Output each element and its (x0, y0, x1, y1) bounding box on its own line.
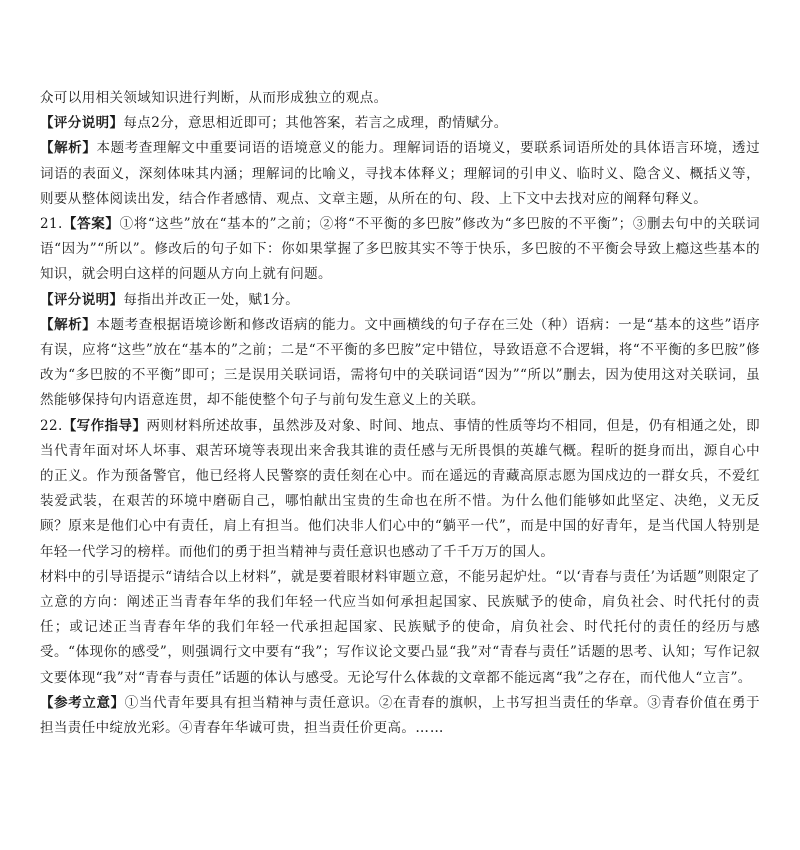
scoring-text: 每点2分，意思相近即可；其他答案，若言之成理，酌情赋分。 (123, 115, 508, 132)
continuation-text (40, 86, 760, 111)
q21-scoring-note (40, 288, 760, 313)
question-number: 22. (40, 417, 63, 434)
analysis-tag: 【解析】 (40, 316, 97, 333)
q21-analysis (40, 313, 760, 414)
q22-reference-theses (40, 691, 760, 741)
ellipsis: …… (415, 720, 445, 737)
scoring-tag: 【评分说明】 (40, 115, 124, 132)
writing-guide-tag: 【写作指导】 (62, 417, 147, 434)
analysis-text: 本题考查理解文中重要词语的语境意义的能力。理解词语的语境义，要联系词语所处的具体语言环境，透过词语的表面义，深刻体味其内涵；理解词的比喻义，寻找本体释义；理解词的引申义、临时义、隐含义、概括义等，则要从整体阅读出发，结合作者感情、观点、文章主题，从所在的句、段、上下文中去找对应的阐释句释义。 (40, 140, 760, 207)
q22-writing-guide (40, 414, 760, 565)
q20-analysis (40, 136, 760, 212)
question-number: 21. (40, 216, 63, 233)
continuation-line: 众可以用相关领域知识进行判断，从而形成独立的观点。 (40, 90, 388, 106)
material-analysis-text: 材料中的引导语提示“请结合以上材料”，就是要着眼材料审题立意，不能另起炉灶。“以‘青春与责任’为话题”则限定了立意的方向：阐述正当青春年华的我们年轻一代应当如何承担起国家、民族赋予的使命，肩负社会、时代托付的责任；或记述正当青春年华的我们年轻一代承担起国家、民族赋予的使命，肩负社会、时代托付的责任的经历与感受。“体现你的感受”，则强调行文中要有“我”；写作议论文要凸显“我”对“青春与责任”话题的思考、认知；写作记叙文要体现“我”对“青春与责任”话题的体认与感受。无论写什么体裁的文章都不能远离“我”之存在，而代他人“立言”。 (40, 568, 760, 686)
scoring-text: 每指出并改正一处，赋1分。 (123, 291, 300, 308)
q21-answer (40, 212, 760, 288)
answer-tag: 【答案】 (62, 216, 120, 233)
writing-guide-text: 两则材料所述故事，虽然涉及对象、时间、地点、事情的性质等均不相同，但是，仍有相通之处，即当代青年面对坏人坏事、艰苦环境等表现出来舍我其谁的责任感与无所畏惧的英雄气概。程昕的挺身而出，源自心中的正义。作为预备警官，他已经将人民警察的责任刻在心中。而在遥远的青藏高原志愿为国戍边的一群女兵，不爱红装爱武装，在艰苦的环境中磨砺自己，哪怕献出宝贵的生命也在所不惜。为什么他们能够如此坚定、决绝，义无反顾？原来是他们心中有责任，肩上有担当。他们决非人们心中的“躺平一代”，而是中国的好青年，是当代国人特别是年轻一代学习的榜样。而他们的勇于担当精神与责任意识也感动了千千万万的国人。 (40, 417, 760, 560)
reference-tag: 【参考立意】 (40, 694, 125, 711)
reference-text: ①当代青年要具有担当精神与责任意识。②在青春的旗帜，上书写担当责任的华章。③青春价值在勇于担当责任中绽放光彩。④青春年华诚可贵，担当责任价更高。 (40, 694, 760, 737)
scoring-tag: 【评分说明】 (40, 291, 124, 308)
analysis-text: 本题考查根据语境诊断和修改语病的能力。文中画横线的句子存在三处（种）语病：一是“基本的这些”语序有误，应将“这些”放在“基本的”之前；二是“不平衡的多巴胺”定中错位，导致语意不合逻辑，将“不平衡的多巴胺”修改为“多巴胺的不平衡”即可；三是误用关联词语，需将句中的关联词语“因为”“所以”删去，因为使用这对关联词，虽然能够保持句内语意连贯，却不能使整个句子与前句发生意义上的关联。 (40, 316, 760, 409)
answer-key-page (40, 86, 760, 741)
q20-scoring-note (40, 111, 760, 136)
q22-material-analysis (40, 565, 760, 691)
analysis-tag: 【解析】 (40, 140, 97, 157)
answer-text: ①将“这些”放在“基本的”之前；②将“不平衡的多巴胺”修改为“多巴胺的不平衡”；③删去句中的关联词语“因为”“所以”。修改后的句子如下：你如果掌握了多巴胺其实不等于快乐，多巴胺的不平衡会导致上瘾这些基本的知识，就会明白这样的问题从方向上就有问题。 (40, 216, 760, 283)
